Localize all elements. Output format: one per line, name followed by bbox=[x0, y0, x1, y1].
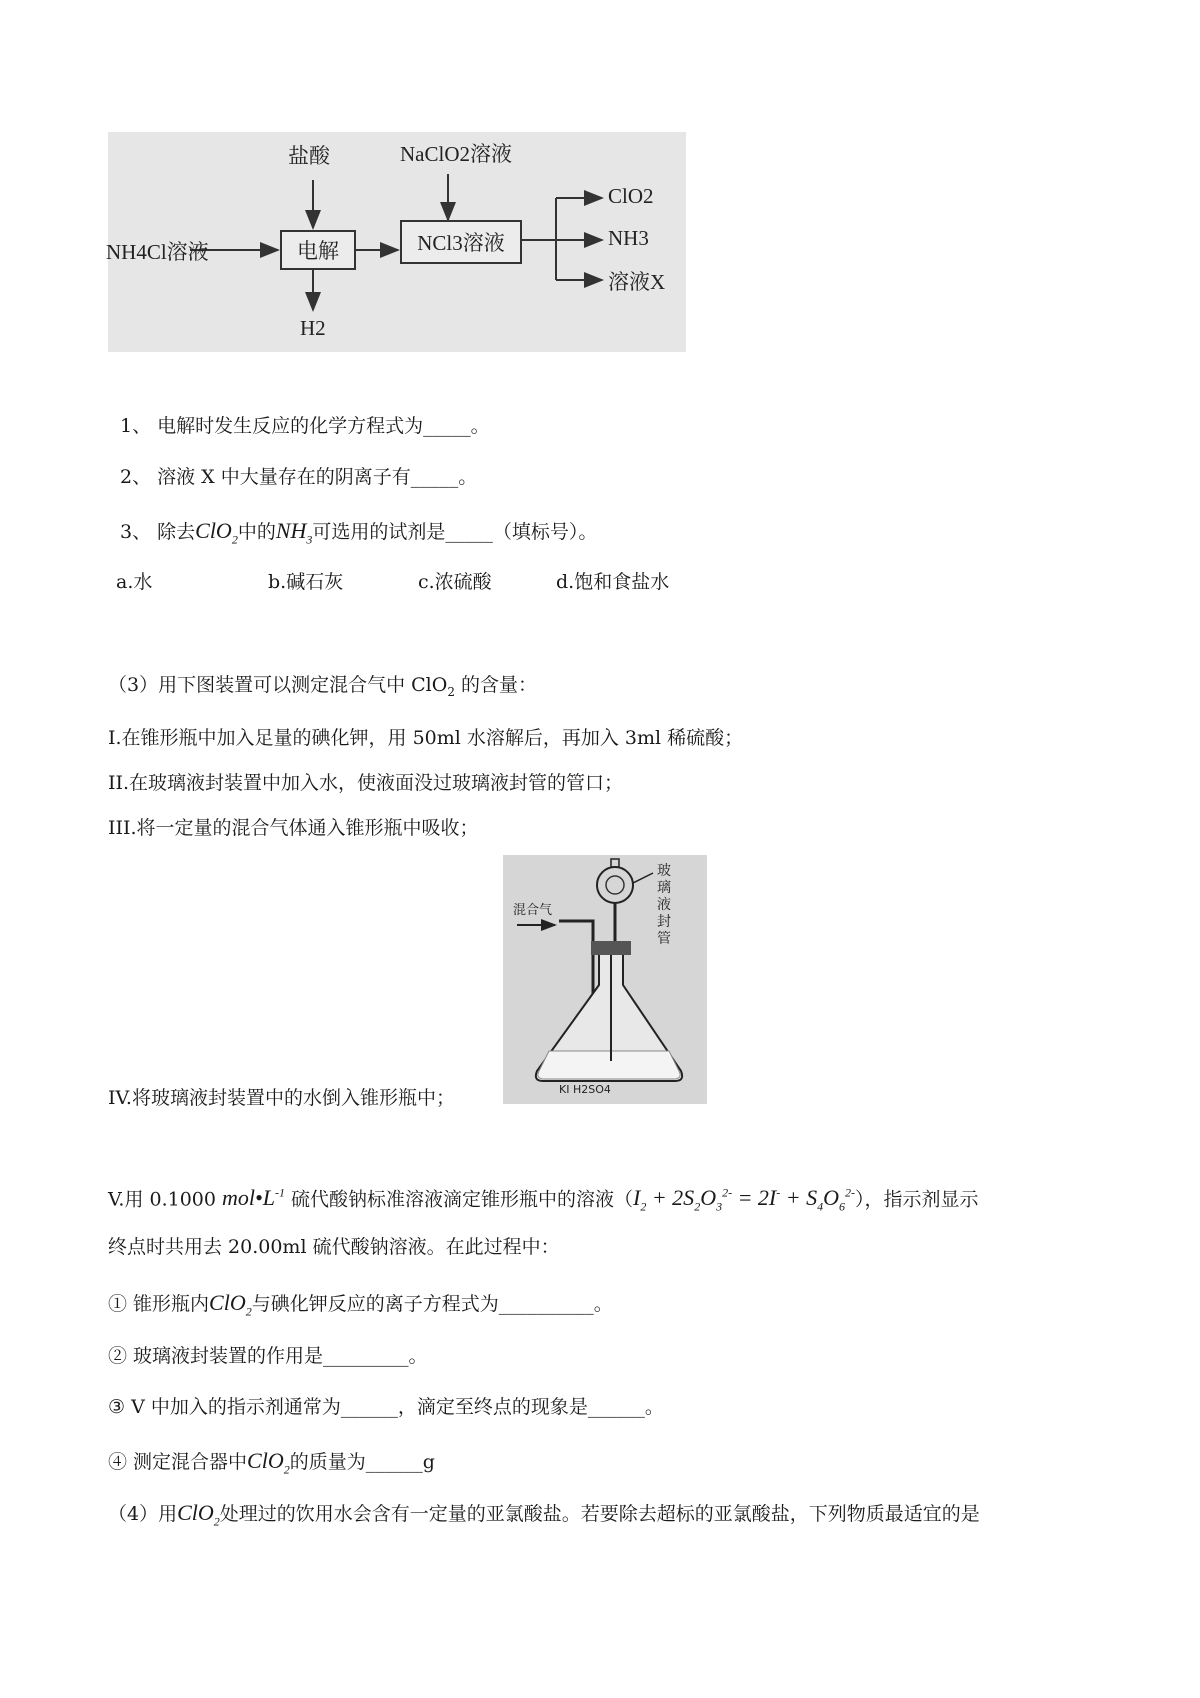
option-b: b.碱石灰 bbox=[268, 571, 344, 593]
ncl3-label: NCl3溶液 bbox=[417, 231, 505, 255]
step-5-line2: 终点时共用去 20.00ml 硫代酸钠溶液。在此过程中： bbox=[108, 1236, 560, 1258]
step-4: IV.将玻璃液封装置中的水倒入锥形瓶中； bbox=[108, 1087, 455, 1109]
electrolysis-label: 电解 bbox=[297, 239, 339, 263]
step-2: II.在玻璃液封装置中加入水，使液面没过玻璃液封管的管口； bbox=[108, 772, 624, 794]
subquestion-2: ② 玻璃液封装置的作用是_________。 bbox=[108, 1345, 428, 1367]
subquestion-3: ③ V 中加入的指示剂通常为______，滴定至终点的现象是______。 bbox=[108, 1396, 664, 1418]
formula-mol-per-l: $mol•L^{-1}$ bbox=[222, 1185, 285, 1211]
sub1-prefix: ① 锥形瓶内 bbox=[108, 1293, 210, 1315]
step-5 bbox=[108, 1180, 979, 1220]
step5-b: 硫代酸钠标准溶液滴定锥形瓶中的溶液（ bbox=[284, 1188, 633, 1211]
formula-titration: $I_2 + 2S_2O_3^{2-} = 2I^- + S_4O_6^{2-}$ bbox=[633, 1185, 855, 1214]
part4-suffix: 处理过的饮用水会含有一定量的亚氯酸盐。若要除去超标的亚氯酸盐，下列物质最适宜的是 bbox=[219, 1503, 980, 1525]
question-1: 1、 电解时发生反应的化学方程式为_____。 bbox=[120, 415, 490, 437]
input-hcl-label: 盐酸 bbox=[288, 144, 330, 168]
part4-prefix: （4）用 bbox=[108, 1503, 178, 1525]
formula-clo2-sub4: ClO$_2$ bbox=[247, 1448, 290, 1477]
flow-diagram bbox=[108, 132, 686, 352]
output-clo2-label: ClO2 bbox=[608, 184, 654, 208]
q3-mid: 中的 bbox=[237, 521, 276, 543]
sub1-suffix: 与碘化钾反应的离子方程式为__________。 bbox=[251, 1293, 613, 1315]
part4 bbox=[108, 1500, 980, 1534]
output-nh3-label: NH3 bbox=[608, 226, 649, 250]
photo-bottom-label: KI H2SO4 bbox=[559, 1083, 611, 1096]
part3-intro bbox=[108, 672, 537, 705]
photo-gas-label: 混合气 bbox=[513, 903, 553, 918]
subquestion-1 bbox=[108, 1290, 613, 1324]
q3-prefix: 3、 除去 bbox=[120, 521, 196, 543]
formula-clo2-part4: ClO$_2$ bbox=[177, 1500, 220, 1529]
option-a: a.水 bbox=[116, 571, 153, 593]
option-d: d.饱和食盐水 bbox=[556, 571, 670, 593]
question-3 bbox=[120, 518, 597, 552]
question-2: 2、 溶液 X 中大量存在的阴离子有_____。 bbox=[120, 466, 478, 488]
step5-c: ），指示剂显示 bbox=[855, 1188, 979, 1211]
formula-nh3: $NH_3$ bbox=[275, 518, 313, 547]
step-3: III.将一定量的混合气体通入锥形瓶中吸收； bbox=[108, 817, 479, 839]
formula-clo2-sub1: ClO$_2$ bbox=[209, 1290, 252, 1319]
photo-tube-label: 玻璃液封管 bbox=[657, 863, 671, 947]
q3-suffix: 可选用的试剂是_____（填标号）。 bbox=[312, 521, 598, 543]
sub4-suffix: 的质量为______g bbox=[289, 1451, 435, 1473]
option-c: c.浓硫酸 bbox=[418, 571, 492, 593]
input-nh4cl-label: NH4Cl溶液 bbox=[106, 240, 209, 264]
electrolysis-box bbox=[280, 230, 356, 270]
sub4-prefix: ④ 测定混合器中 bbox=[108, 1451, 248, 1473]
apparatus-drawing bbox=[503, 855, 707, 1104]
input-naclo2-label: NaClO2溶液 bbox=[400, 142, 512, 166]
part3-intro-sub: 2 bbox=[447, 684, 455, 699]
subquestion-4 bbox=[108, 1448, 435, 1482]
formula-clo2: ClO$_2$ bbox=[195, 518, 238, 547]
part3-intro-text: （3）用下图装置可以测定混合气中 ClO bbox=[108, 674, 448, 696]
step5-a: V.用 0.1000 bbox=[108, 1188, 223, 1211]
apparatus-photo bbox=[503, 855, 707, 1104]
ncl3-box bbox=[400, 220, 522, 264]
step-1: I.在锥形瓶中加入足量的碘化钾，用 50ml 水溶解后，再加入 3ml 稀硫酸； bbox=[108, 727, 744, 749]
output-x-label: 溶液X bbox=[608, 270, 666, 294]
part3-intro-end: 的含量： bbox=[454, 674, 538, 696]
output-h2-label: H2 bbox=[300, 316, 326, 340]
